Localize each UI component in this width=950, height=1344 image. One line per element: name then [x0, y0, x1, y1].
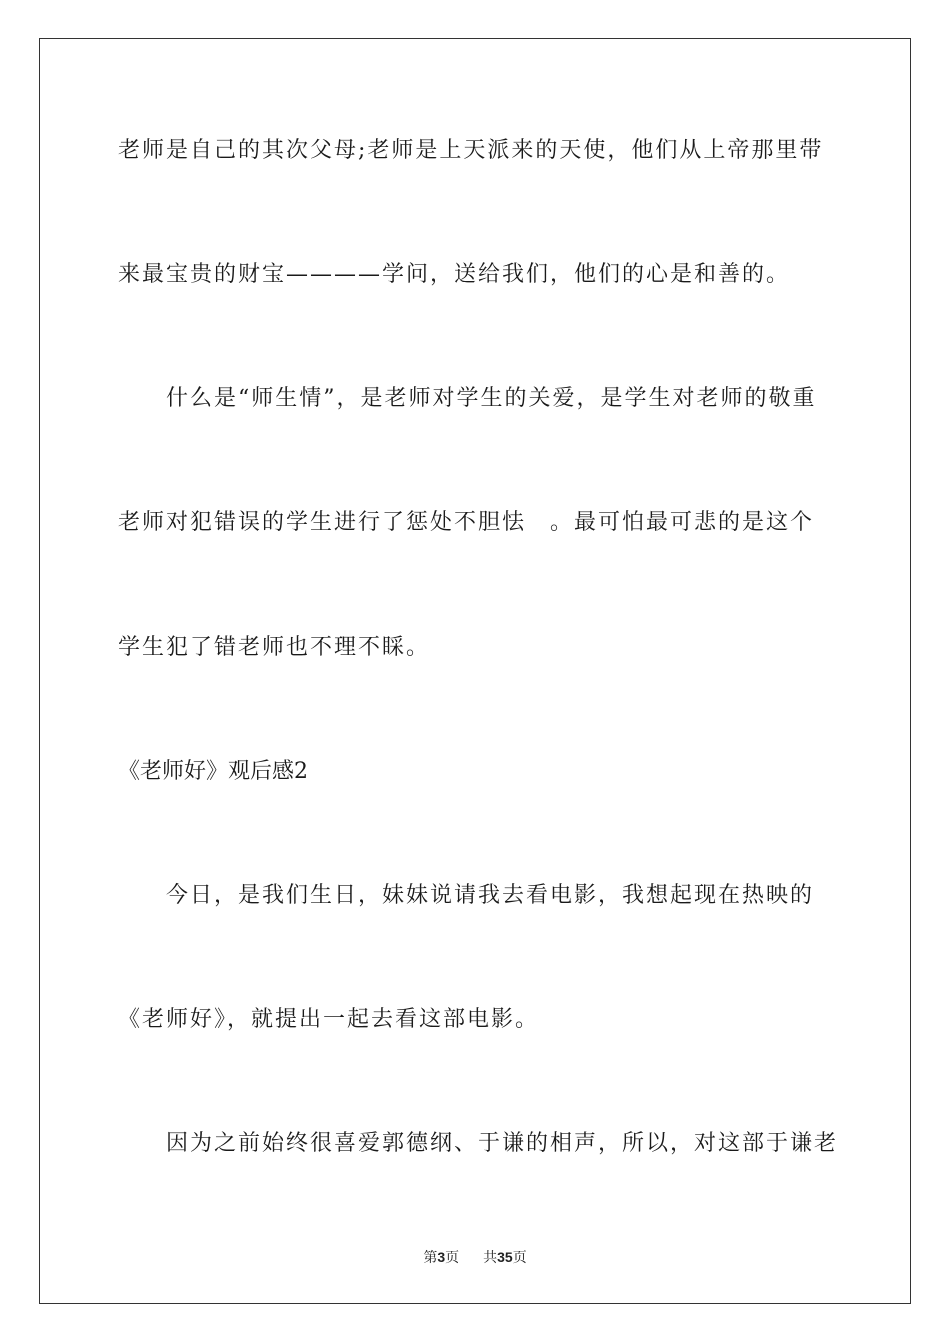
footer-total-prefix: 共 — [483, 1250, 498, 1266]
paragraph-start-line-3: 什么是“师生情”，是老师对学生的关爱，是学生对老师的敬重 — [166, 386, 817, 411]
document-page — [39, 38, 911, 1304]
text-line-1: 老师是自己的其次父母;老师是上天派来的天使，他们从上帝那里带 — [118, 138, 824, 163]
footer-page-number: 3 — [437, 1249, 446, 1265]
text-line-5: 学生犯了错老师也不理不睬。 — [118, 635, 431, 660]
text-line-4: 老师对犯错误的学生进行了惩处不胆怯 。最可怕最可悲的是这个 — [118, 510, 815, 535]
footer-total-suffix: 页 — [512, 1250, 527, 1266]
text-line-8: 《老师好》，就提出一起去看这部电影。 — [118, 1007, 540, 1032]
paragraph-start-line-7: 今日，是我们生日，妹妹说请我去看电影，我想起现在热映的 — [166, 883, 815, 908]
footer-page-prefix: 第 — [423, 1250, 438, 1266]
footer-page-suffix: 页 — [445, 1250, 460, 1266]
text-line-2: 来最宝贵的财宝————学问，送给我们，他们的心是和善的。 — [118, 262, 791, 287]
section-heading: 《老师好》观后感2 — [118, 759, 308, 784]
page-footer — [40, 1247, 910, 1267]
paragraph-start-line-9: 因为之前始终很喜爱郭德纲、于谦的相声，所以，对这部于谦老 — [166, 1131, 839, 1156]
footer-total-pages: 35 — [497, 1249, 513, 1265]
